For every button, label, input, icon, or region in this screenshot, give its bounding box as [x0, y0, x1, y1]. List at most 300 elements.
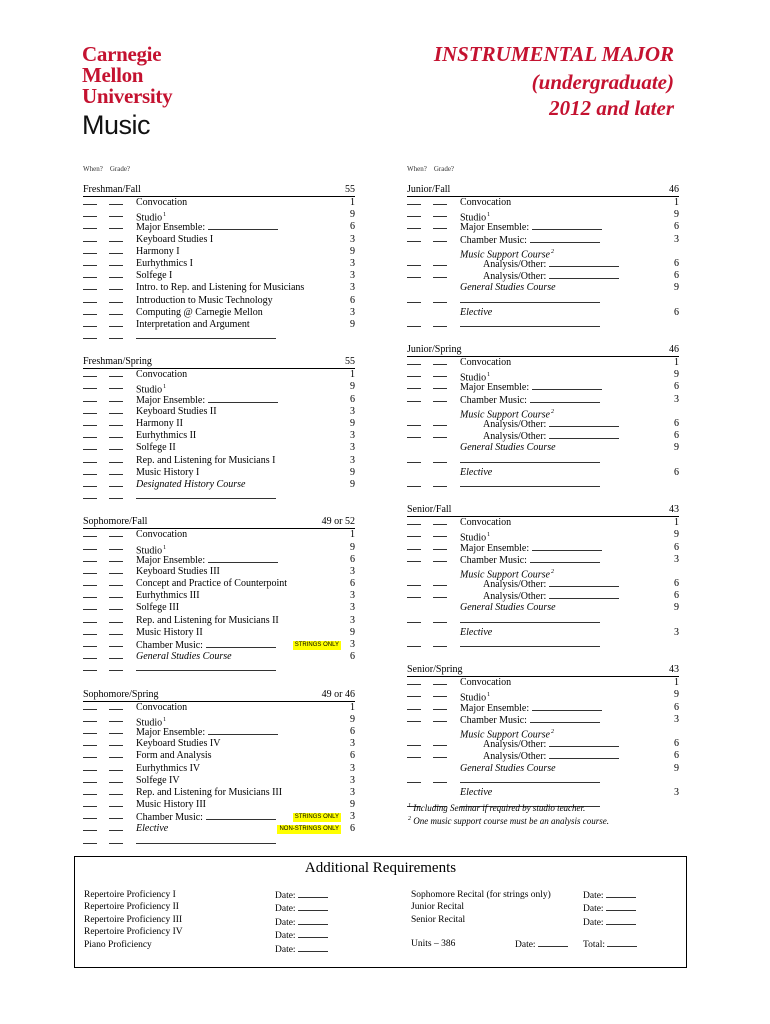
course-name [136, 369, 187, 381]
when-blank[interactable] [83, 314, 97, 315]
when-blank[interactable] [83, 782, 97, 783]
grade-blank[interactable] [433, 757, 447, 758]
course-units: 6 [350, 553, 355, 565]
when-blank[interactable] [83, 597, 97, 598]
course-units: 6 [674, 578, 679, 590]
when-blank[interactable] [83, 843, 97, 844]
course-name [136, 258, 193, 270]
when-blank[interactable] [83, 745, 97, 746]
course-units: 1 [674, 677, 679, 689]
grade-blank[interactable] [109, 216, 123, 217]
course-name [136, 775, 180, 787]
course-label: Computing @ Carnegie Mellon [136, 306, 263, 318]
grade-blank[interactable] [109, 265, 123, 266]
when-blank[interactable] [83, 277, 97, 278]
course-row [83, 738, 355, 750]
when-blank[interactable] [83, 561, 97, 562]
when-blank[interactable] [407, 277, 421, 278]
when-blank[interactable] [83, 585, 97, 586]
fill-in-line[interactable] [549, 418, 619, 427]
grade-blank[interactable] [109, 585, 123, 586]
course-name [460, 197, 511, 209]
when-blank[interactable] [83, 670, 97, 671]
grade-blank[interactable] [433, 561, 447, 562]
when-blank[interactable] [407, 561, 421, 562]
when-blank[interactable] [407, 228, 421, 229]
grade-blank[interactable] [109, 536, 123, 537]
when-blank[interactable] [407, 364, 421, 365]
date-blank[interactable] [298, 902, 328, 911]
grade-blank[interactable] [109, 782, 123, 783]
when-blank[interactable] [83, 634, 97, 635]
course-label: Concept and Practice of Counterpoint [136, 578, 288, 590]
grade-blank[interactable] [433, 388, 447, 389]
when-blank[interactable] [83, 425, 97, 426]
grade-blank[interactable] [109, 498, 123, 499]
grade-blank[interactable] [433, 437, 447, 438]
grade-blank[interactable] [109, 277, 123, 278]
grade-blank[interactable] [109, 401, 123, 402]
when-blank[interactable] [83, 830, 97, 831]
date-blank[interactable] [298, 943, 328, 952]
grade-blank[interactable] [109, 830, 123, 831]
footnote-1-text: Including Seminar if required by studio teacher. [413, 803, 586, 813]
course-label: Analysis/Other: [483, 419, 547, 430]
grade-blank[interactable] [109, 622, 123, 623]
when-blank[interactable] [83, 302, 97, 303]
course-name [460, 357, 511, 369]
when-blank[interactable] [83, 733, 97, 734]
fill-in-line[interactable] [460, 486, 600, 487]
course-units: 3 [350, 257, 355, 269]
grade-blank[interactable] [433, 646, 447, 647]
grade-blank[interactable] [109, 646, 123, 647]
grade-blank[interactable] [433, 326, 447, 327]
grade-blank[interactable] [433, 524, 447, 525]
course-name [136, 750, 212, 762]
grade-blank[interactable] [109, 474, 123, 475]
when-blank[interactable] [407, 646, 421, 647]
grade-blank[interactable] [109, 388, 123, 389]
fill-in-line[interactable] [530, 554, 600, 563]
grade-blank[interactable] [109, 289, 123, 290]
course-label: Major Ensemble: [460, 702, 530, 714]
grade-blank[interactable] [433, 302, 447, 303]
grade-blank[interactable] [109, 302, 123, 303]
grade-blank[interactable] [109, 561, 123, 562]
grade-blank[interactable] [109, 449, 123, 450]
fill-in-line[interactable] [208, 726, 278, 735]
fill-in-line[interactable] [530, 394, 600, 403]
fill-in-line[interactable] [206, 811, 276, 820]
course-label: Studio [460, 532, 487, 544]
grade-blank[interactable] [109, 338, 123, 339]
when-blank[interactable] [83, 253, 97, 254]
grade-blank[interactable] [433, 364, 447, 365]
when-blank[interactable] [407, 622, 421, 623]
grade-blank[interactable] [433, 425, 447, 426]
fill-in-line[interactable] [460, 302, 600, 303]
course-row [407, 467, 679, 479]
fill-in-line[interactable] [460, 622, 600, 623]
semester-header [407, 664, 679, 677]
grade-blank[interactable] [109, 770, 123, 771]
when-blank[interactable] [83, 388, 97, 389]
course-row [407, 319, 679, 331]
grade-blank[interactable] [109, 413, 123, 414]
grade-blank[interactable] [433, 241, 447, 242]
when-blank[interactable] [83, 326, 97, 327]
when-blank[interactable] [83, 622, 97, 623]
fill-in-line[interactable] [208, 221, 278, 230]
grade-blank[interactable] [109, 437, 123, 438]
when-blank[interactable] [83, 818, 97, 819]
semester-total-units: 49 or 46 [321, 688, 355, 700]
when-blank[interactable] [407, 425, 421, 426]
course-units: 6 [350, 823, 355, 835]
grade-blank[interactable] [109, 721, 123, 722]
course-row [83, 811, 355, 823]
grade-blank[interactable] [433, 462, 447, 463]
when-blank[interactable] [83, 498, 97, 499]
course-label: Chamber Music: [460, 714, 527, 726]
course-label: Music History I [136, 466, 200, 478]
when-blank[interactable] [407, 204, 421, 205]
grade-blank[interactable] [109, 658, 123, 659]
when-blank[interactable] [407, 265, 421, 266]
when-blank[interactable] [407, 709, 421, 710]
when-blank[interactable] [407, 721, 421, 722]
grade-blank[interactable] [433, 265, 447, 266]
course-label: Introduction to Music Technology [136, 294, 273, 306]
course-row [83, 726, 355, 738]
when-blank[interactable] [83, 449, 97, 450]
fill-in-line[interactable] [460, 462, 600, 463]
course-name [136, 529, 187, 541]
semester-header [407, 504, 679, 517]
when-blank[interactable] [83, 376, 97, 377]
when-blank[interactable] [83, 658, 97, 659]
course-label: Elective [460, 626, 493, 638]
grade-blank[interactable] [433, 597, 447, 598]
fill-in-line[interactable] [549, 590, 619, 599]
grade-blank[interactable] [109, 597, 123, 598]
when-blank[interactable] [83, 794, 97, 795]
course-row [407, 455, 679, 467]
fill-in-line[interactable] [532, 381, 602, 390]
grade-blank[interactable] [433, 204, 447, 205]
course-label: General Studies Course [136, 651, 232, 663]
grade-blank[interactable] [109, 462, 123, 463]
grade-blank[interactable] [109, 204, 123, 205]
when-blank[interactable] [83, 721, 97, 722]
when-blank[interactable] [407, 326, 421, 327]
grade-blank[interactable] [109, 326, 123, 327]
date-field [583, 902, 636, 915]
course-units: 3 [674, 393, 679, 405]
grade-blank[interactable] [433, 745, 447, 746]
when-blank[interactable] [407, 745, 421, 746]
grade-blank[interactable] [109, 549, 123, 550]
fill-in-line[interactable] [460, 326, 600, 327]
semester-header [407, 184, 679, 197]
course-units: 1 [674, 197, 679, 208]
fill-in-line[interactable] [532, 542, 602, 551]
grade-blank[interactable] [433, 684, 447, 685]
grade-blank[interactable] [433, 585, 447, 586]
grade-blank[interactable] [109, 745, 123, 746]
footnote-ref: 2 [551, 408, 554, 415]
when-blank[interactable] [407, 597, 421, 598]
total-label: Total: [583, 940, 606, 950]
date-field [275, 943, 328, 956]
course-row [83, 270, 355, 282]
grade-blank[interactable] [109, 573, 123, 574]
when-blank[interactable] [83, 770, 97, 771]
fill-in-line[interactable] [532, 702, 602, 711]
fill-in-line[interactable] [136, 843, 276, 844]
fill-in-line[interactable] [136, 498, 276, 499]
semester-term: Freshman/Spring [83, 356, 152, 368]
when-blank[interactable] [407, 388, 421, 389]
grade-blank[interactable] [109, 425, 123, 426]
course-units: 9 [350, 626, 355, 638]
course-row [407, 542, 679, 554]
when-blank[interactable] [83, 609, 97, 610]
units-date [515, 938, 568, 951]
course-row [407, 702, 679, 714]
fill-in-line[interactable] [208, 394, 278, 403]
course-label: Music History III [136, 799, 206, 811]
grade-blank[interactable] [109, 314, 123, 315]
course-row [407, 479, 679, 491]
grade-blank[interactable] [109, 241, 123, 242]
when-blank[interactable] [83, 216, 97, 217]
course-row [83, 713, 355, 729]
fill-in-line[interactable] [549, 430, 619, 439]
course-label: Chamber Music: [460, 394, 527, 406]
when-blank[interactable] [407, 536, 421, 537]
total-blank[interactable] [607, 938, 637, 947]
when-blank[interactable] [83, 462, 97, 463]
grade-blank[interactable] [109, 634, 123, 635]
grade-blank[interactable] [433, 486, 447, 487]
course-row [83, 319, 355, 331]
when-blank[interactable] [83, 573, 97, 574]
course-label: Solfege III [136, 602, 180, 614]
when-blank[interactable] [83, 486, 97, 487]
fill-in-line[interactable] [206, 639, 276, 648]
fill-in-line[interactable] [549, 750, 619, 759]
when-blank[interactable] [407, 401, 421, 402]
course-units: 1 [350, 369, 355, 381]
total-field [583, 938, 637, 951]
when-blank[interactable] [83, 437, 97, 438]
course-name [136, 246, 180, 258]
course-row [83, 418, 355, 430]
when-blank[interactable] [407, 696, 421, 697]
course-name [136, 430, 196, 442]
course-row [83, 651, 355, 663]
grade-blank[interactable] [109, 818, 123, 819]
grade-blank[interactable] [433, 536, 447, 537]
grade-blank[interactable] [433, 721, 447, 722]
course-row [83, 799, 355, 811]
course-units: 3 [350, 405, 355, 417]
course-label: Keyboard Studies III [136, 565, 220, 577]
fill-in-line[interactable] [208, 554, 278, 563]
date-blank[interactable] [606, 889, 636, 898]
grade-blank[interactable] [109, 709, 123, 710]
fill-in-line[interactable] [530, 714, 600, 723]
course-units: 3 [674, 626, 679, 638]
course-row [407, 689, 679, 704]
course-units: 6 [674, 306, 679, 318]
course-name [136, 319, 250, 331]
grade-blank[interactable] [109, 794, 123, 795]
course-row [83, 394, 355, 406]
date-blank[interactable] [606, 916, 636, 925]
fill-in-line[interactable] [460, 646, 600, 647]
course-units: 3 [674, 233, 679, 245]
grade-blank[interactable] [109, 733, 123, 734]
when-blank[interactable] [407, 486, 421, 487]
when-blank[interactable] [83, 806, 97, 807]
when-blank[interactable] [83, 204, 97, 205]
grade-blank[interactable] [109, 609, 123, 610]
course-label: Intro. to Rep. and Listening for Musicians [136, 282, 305, 294]
course-units: 1 [350, 197, 355, 208]
course-units: 6 [674, 466, 679, 478]
when-blank[interactable] [83, 709, 97, 710]
footnote-ref: 1 [163, 384, 167, 391]
course-label: Convocation [460, 677, 512, 689]
grade-blank[interactable] [109, 806, 123, 807]
when-blank[interactable] [83, 401, 97, 402]
when-blank[interactable] [407, 684, 421, 685]
grade-blank[interactable] [433, 709, 447, 710]
course-units: 9 [674, 369, 679, 381]
when-blank[interactable] [407, 549, 421, 550]
fill-in-line[interactable] [460, 782, 600, 783]
grade-blank[interactable] [109, 757, 123, 758]
when-blank[interactable] [407, 757, 421, 758]
when-blank[interactable] [83, 474, 97, 475]
when-blank[interactable] [407, 376, 421, 377]
date-blank[interactable] [606, 902, 636, 911]
when-blank[interactable] [83, 536, 97, 537]
course-label: Studio [136, 384, 163, 396]
fill-in-line[interactable] [530, 234, 600, 243]
fill-in-line[interactable] [549, 270, 619, 279]
date-blank[interactable] [538, 938, 568, 947]
when-blank[interactable] [83, 289, 97, 290]
date-blank[interactable] [298, 916, 328, 925]
course-units: 6 [674, 590, 679, 602]
when-blank[interactable] [83, 646, 97, 647]
grade-blank[interactable] [433, 782, 447, 783]
when-blank[interactable] [407, 241, 421, 242]
grade-blank[interactable] [433, 216, 447, 217]
date-field [275, 916, 328, 929]
grade-blank[interactable] [109, 376, 123, 377]
when-blank[interactable] [407, 524, 421, 525]
grade-blank[interactable] [433, 696, 447, 697]
cmu-logo [82, 44, 172, 107]
course-row [83, 615, 355, 627]
course-name [136, 590, 200, 602]
course-row [407, 209, 679, 224]
fill-in-line[interactable] [136, 670, 276, 671]
grade-blank[interactable] [433, 622, 447, 623]
grade-blank[interactable] [433, 277, 447, 278]
course-label: Music Support Course [460, 569, 550, 581]
when-blank[interactable] [407, 585, 421, 586]
recital-dates [583, 889, 636, 929]
fill-in-line[interactable] [549, 578, 619, 587]
when-grade-label-right [407, 165, 454, 173]
semester-term: Sophomore/Fall [83, 516, 148, 528]
fill-in-line[interactable] [532, 221, 602, 230]
grade-blank[interactable] [433, 228, 447, 229]
when-blank[interactable] [407, 782, 421, 783]
course-row [83, 234, 355, 246]
course-name [136, 566, 220, 578]
when-blank[interactable] [83, 228, 97, 229]
course-units: 9 [350, 381, 355, 393]
when-blank[interactable] [83, 413, 97, 414]
course-row [407, 726, 679, 741]
when-blank[interactable] [407, 462, 421, 463]
when-blank[interactable] [83, 265, 97, 266]
grade-blank[interactable] [109, 670, 123, 671]
grade-blank[interactable] [109, 228, 123, 229]
date-label: Date: [583, 891, 604, 901]
course-row [83, 823, 355, 835]
when-blank[interactable] [83, 241, 97, 242]
fill-in-line[interactable] [549, 738, 619, 747]
course-units: 6 [350, 578, 355, 590]
course-units: 3 [674, 713, 679, 725]
date-blank[interactable] [298, 889, 328, 898]
when-blank[interactable] [83, 338, 97, 339]
course-row [407, 430, 679, 442]
when-blank[interactable] [407, 437, 421, 438]
when-blank[interactable] [83, 757, 97, 758]
course-row [83, 702, 355, 714]
fill-in-line[interactable] [136, 338, 276, 339]
course-label: Analysis/Other: [483, 258, 547, 270]
course-label: Convocation [136, 701, 188, 713]
when-blank[interactable] [407, 302, 421, 303]
course-units: 3 [350, 454, 355, 466]
course-units: 1 [350, 529, 355, 541]
date-label: Date: [583, 917, 604, 928]
course-units: 3 [350, 442, 355, 454]
grade-blank[interactable] [109, 486, 123, 487]
when-blank[interactable] [407, 216, 421, 217]
grade-blank[interactable] [433, 401, 447, 402]
grade-blank[interactable] [109, 843, 123, 844]
footnote-ref: 1 [487, 692, 491, 699]
grade-blank[interactable] [433, 549, 447, 550]
when-blank[interactable] [83, 549, 97, 550]
date-blank[interactable] [298, 929, 328, 938]
grade-blank[interactable] [433, 376, 447, 377]
fill-in-line[interactable] [549, 258, 619, 267]
course-label: General Studies Course [460, 602, 556, 614]
grade-blank[interactable] [109, 253, 123, 254]
